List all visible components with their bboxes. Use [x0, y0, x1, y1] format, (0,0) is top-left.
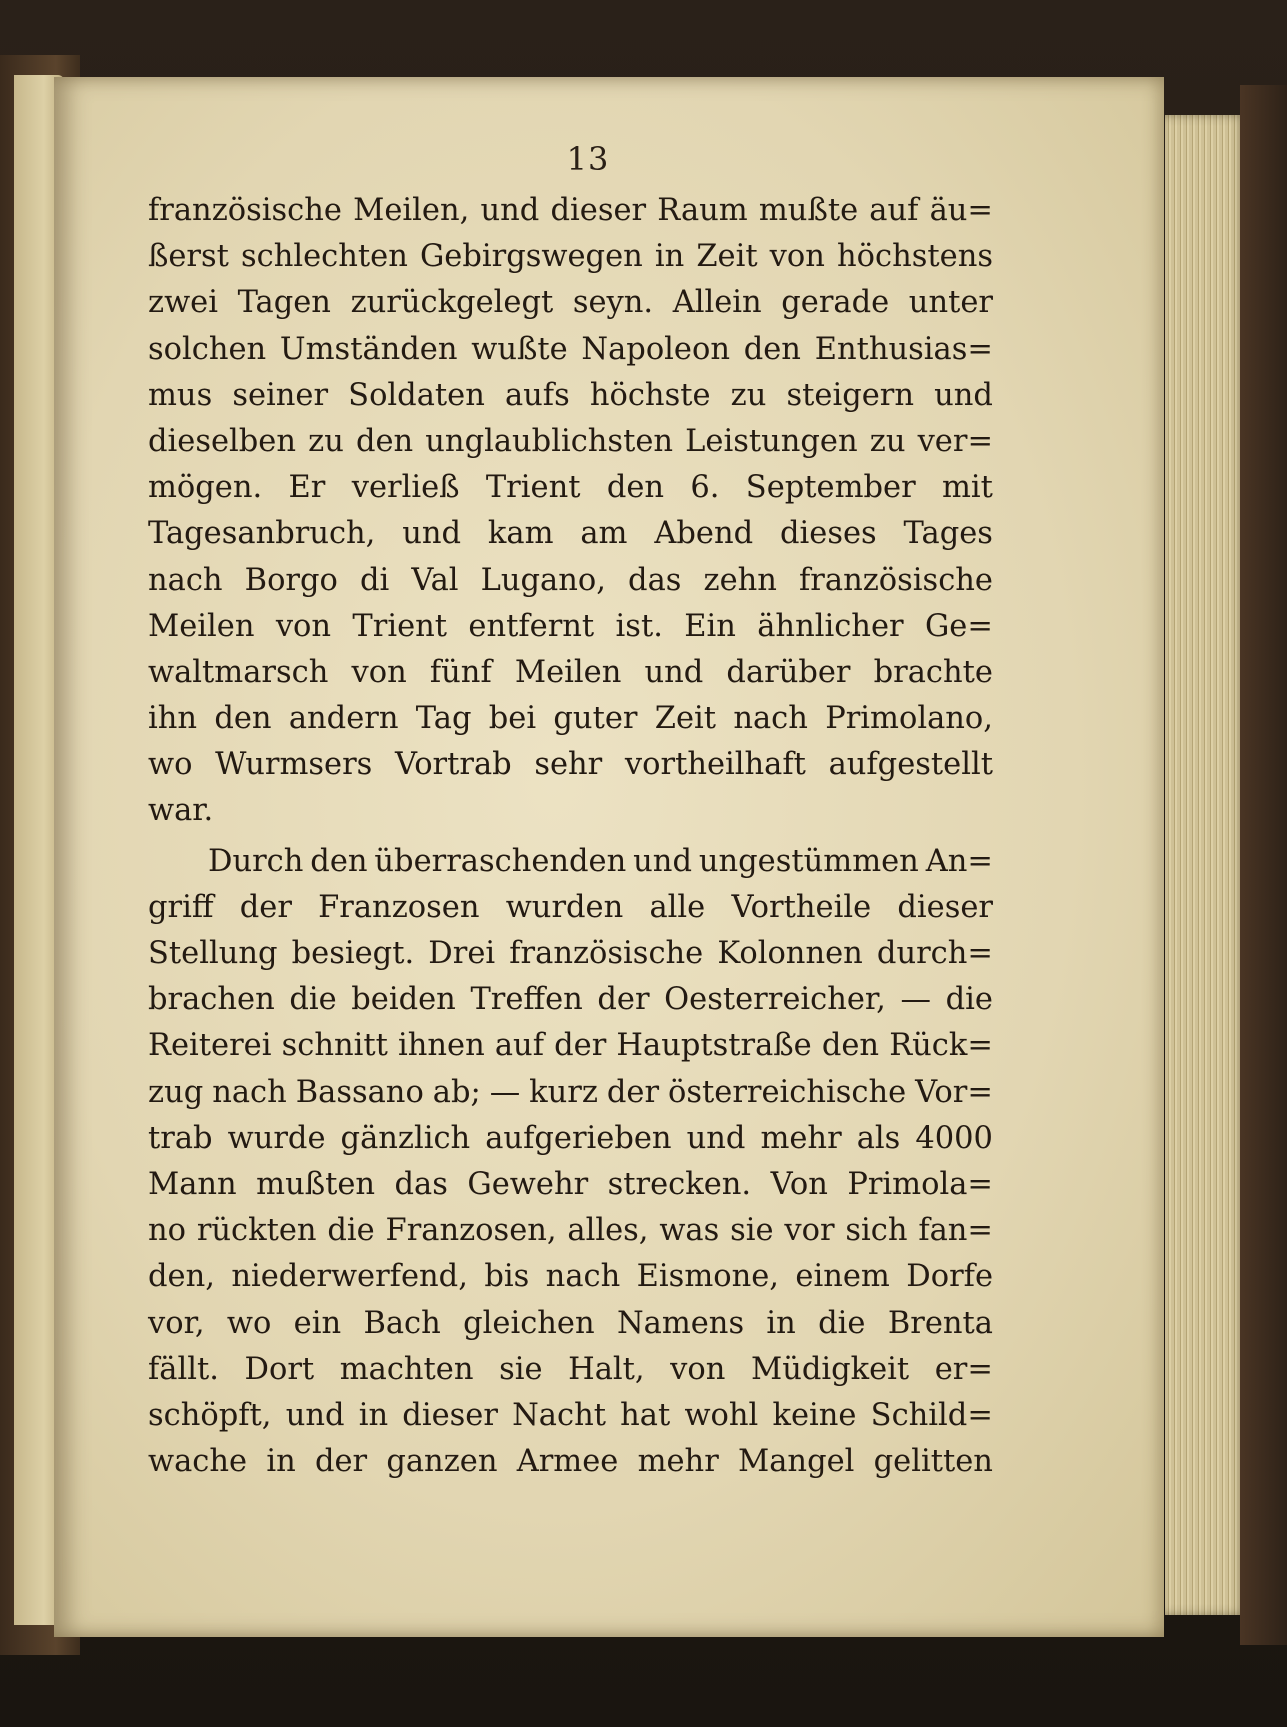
text-line: Reiterei schnitt ihnen auf der Hauptstraße den Rück= [148, 1028, 993, 1064]
text-line: wo Wurmsers Vortrab sehr vortheilhaft aufgestellt [148, 747, 993, 783]
page-number: 13 [566, 140, 610, 178]
text-line: Tagesanbruch, und kam am Abend dieses Tages [148, 516, 993, 552]
text-line: ßerst schlechten Gebirgswegen in Zeit von höchstens [148, 239, 993, 275]
text-block [148, 188, 993, 1485]
text-line: fällt. Dort machten sie Halt, von Müdigkeit er= [148, 1351, 993, 1387]
text-line: schöpft, und in dieser Nacht hat wohl keine Schild= [148, 1397, 993, 1433]
text-line: brachen die beiden Treffen der Oesterreicher, — die [148, 982, 993, 1018]
text-line: Mann mußten das Gewehr strecken. Von Primola= [148, 1166, 993, 1202]
text-line: trab wurde gänzlich aufgerieben und mehr als 4000 [148, 1120, 993, 1156]
paragraph [148, 188, 993, 835]
text-line: nach Borgo di Val Lugano, das zehn französische [148, 562, 993, 598]
text-line: den, niederwerfend, bis nach Eismone, einem Dorfe [148, 1259, 993, 1295]
paragraph [148, 839, 993, 1486]
text-line: mus seiner Soldaten aufs höchste zu steigern und [148, 377, 993, 413]
text-line: dieselben zu den unglaublichsten Leistungen zu ver= [148, 423, 993, 459]
text-line: war. [148, 793, 214, 829]
right-cover [1240, 85, 1287, 1645]
text-line: solchen Umständen wußte Napoleon den Enthusias= [148, 331, 993, 367]
page-edges-stack [1165, 115, 1247, 1615]
text-line: ihn den andern Tag bei guter Zeit nach Primolano, [148, 701, 993, 737]
text-line: Durch den überraschenden und ungestümmen An= [208, 843, 993, 879]
text-line: griff der Franzosen wurden alle Vortheile dieser [148, 889, 993, 925]
text-line: Meilen von Trient entfernt ist. Ein ähnlicher Ge= [148, 608, 993, 644]
text-line: vor, wo ein Bach gleichen Namens in die Brenta [148, 1305, 993, 1341]
text-line: wache in der ganzen Armee mehr Mangel gelitten [148, 1444, 993, 1480]
text-line: französische Meilen, und dieser Raum mußte auf äu= [148, 193, 993, 228]
text-line: Stellung besiegt. Drei französische Kolonnen durch= [148, 936, 993, 971]
text-line: mögen. Er verließ Trient den 6. September mit [148, 470, 993, 506]
text-line: no rückten die Franzosen, alles, was sie vor sich fan= [148, 1213, 993, 1249]
text-line: zug nach Bassano ab; — kurz der österreichische Vor= [148, 1074, 993, 1110]
text-line: waltmarsch von fünf Meilen und darüber brachte [148, 654, 993, 690]
text-line: zwei Tagen zurückgelegt seyn. Allein gerade unter [148, 285, 993, 321]
